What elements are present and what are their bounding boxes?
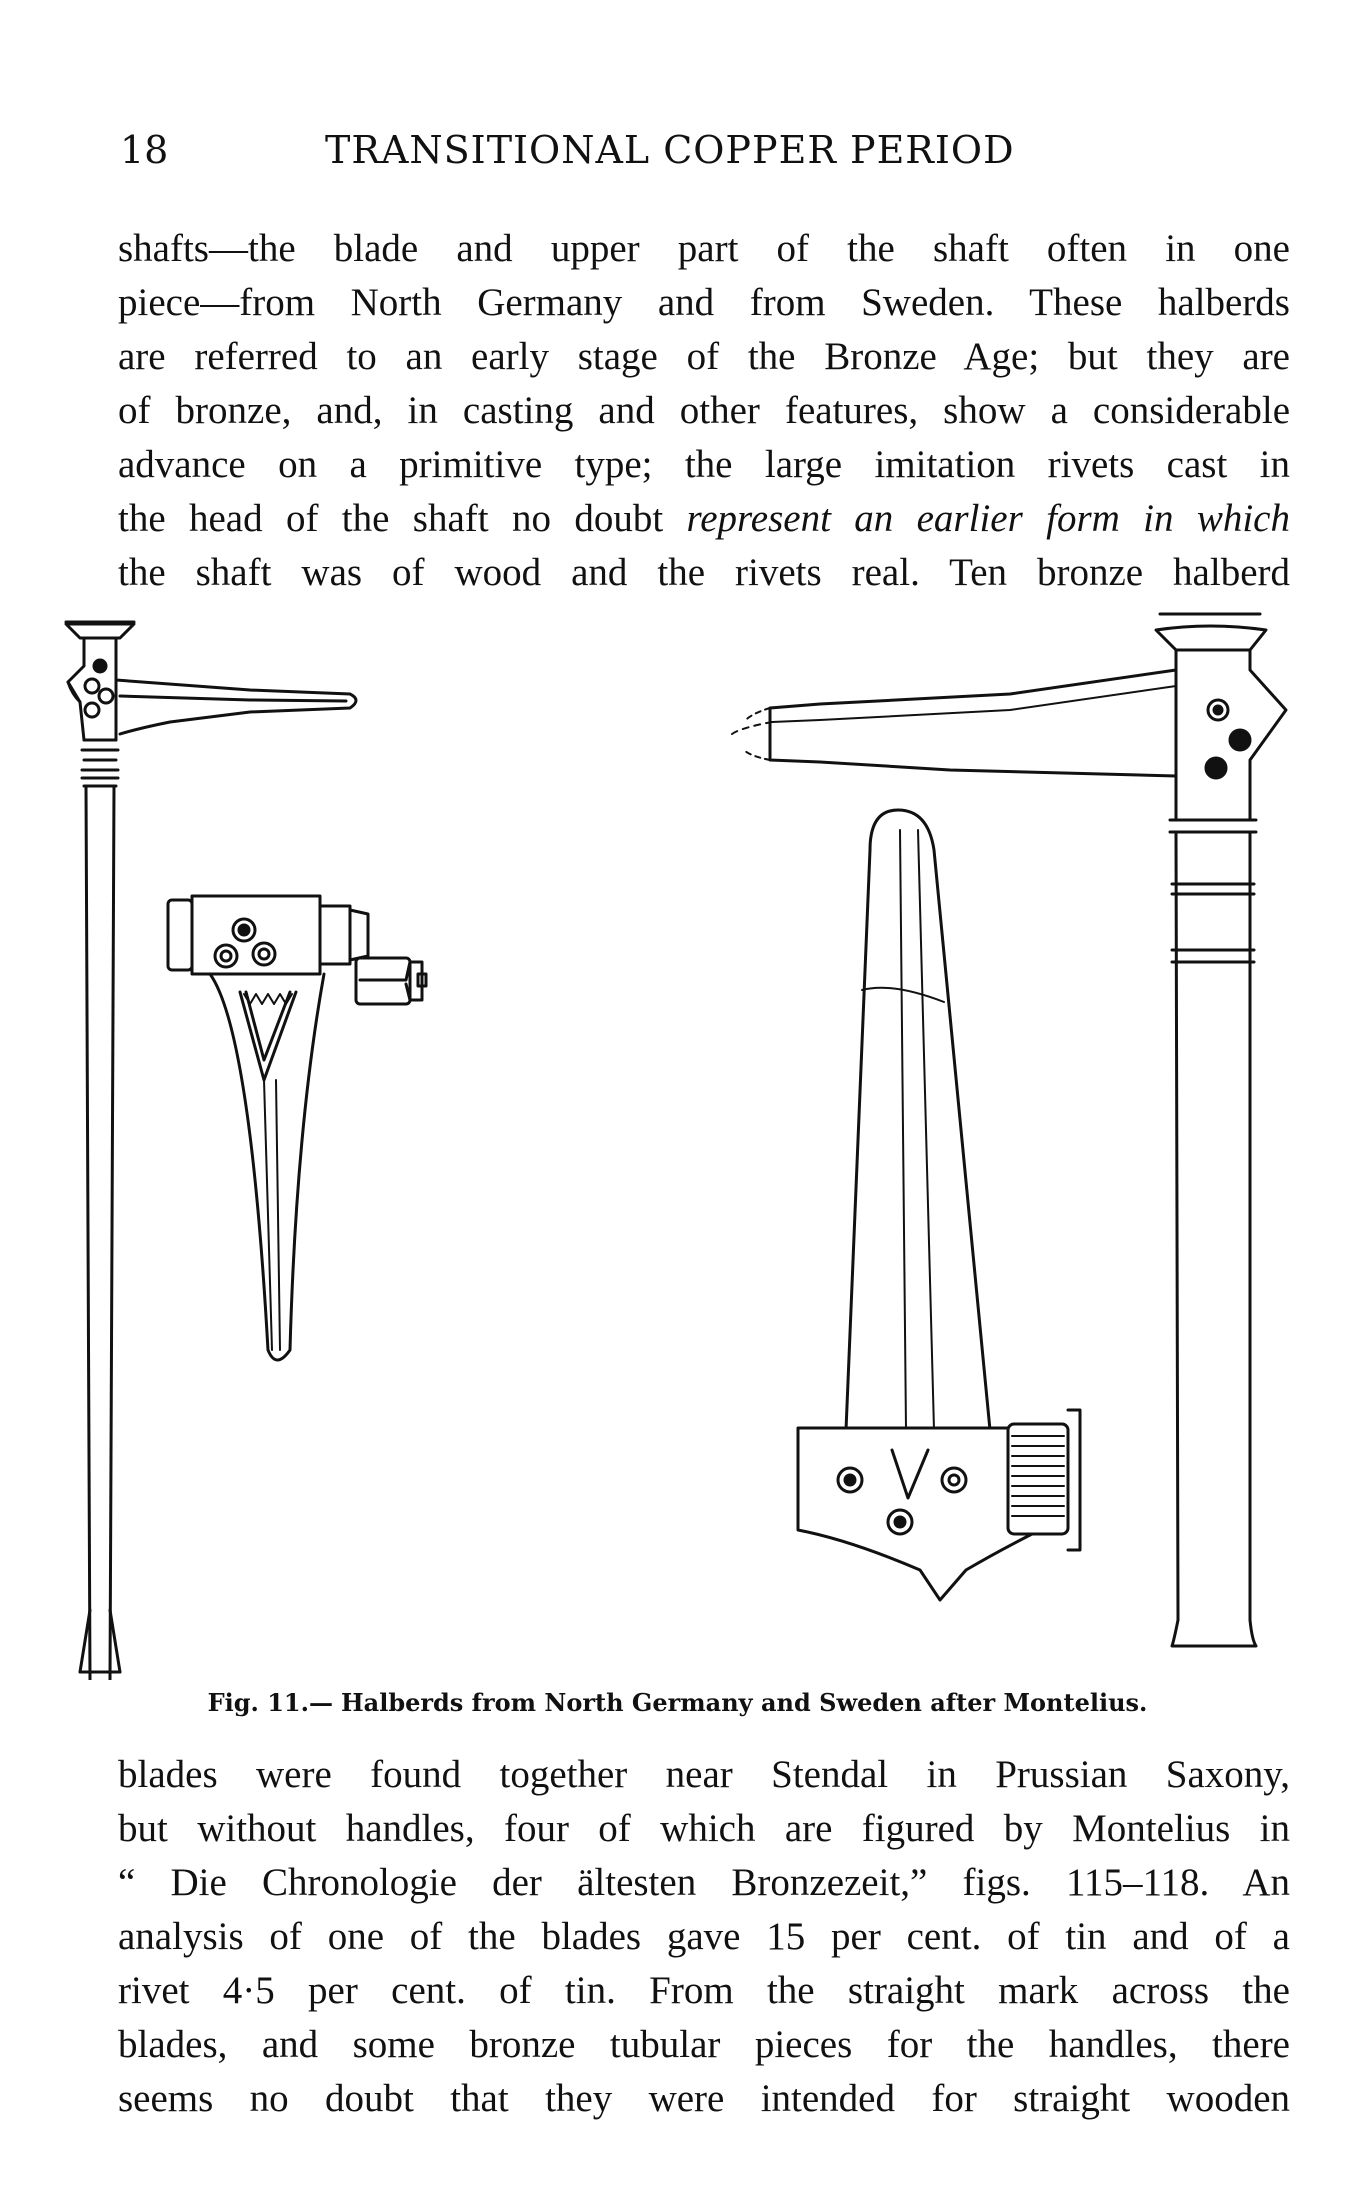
halberd-drawing-left: [66, 622, 356, 1680]
text-line: blades were found together near Stendal in Prussian Saxony,: [118, 1753, 1290, 1796]
running-title: TRANSITIONAL COPPER PERIOD: [325, 128, 1015, 172]
text-line: are referred to an early stage of the Bronze Age; but they are: [118, 335, 1290, 378]
tubular-handle-piece: [356, 958, 426, 1004]
text-line: of bronze, and, in casting and other features, show a considerable: [118, 389, 1290, 432]
running-head: [120, 128, 1290, 188]
text-line: analysis of one of the blades gave 15 per cent. of tin and of a: [118, 1915, 1290, 1958]
text-segment: the head of the shaft no doubt: [118, 497, 664, 540]
text-line: blades, and some bronze tubular pieces for the handles, there: [118, 2023, 1290, 2066]
text-line: piece—from North Germany and from Sweden. These halberds: [118, 281, 1290, 324]
figure-caption: [0, 1688, 1355, 1717]
halberd-illustration: [50, 610, 1310, 1680]
top-paragraph: [118, 222, 1290, 600]
text-line: “ Die Chronologie der ältesten Bronzezeit,” figs. 115–118. An: [118, 1861, 1290, 1904]
text-line: rivet 4·5 per cent. of tin. From the straight mark across the: [118, 1969, 1290, 2012]
page-number: 18: [120, 128, 169, 172]
figure-caption-text: Halberds from North Germany and Sweden after Montelius.: [340, 1688, 1148, 1717]
figure-label: Fig. 11.—: [207, 1688, 333, 1717]
halberd-blade-detail: [168, 896, 368, 1360]
text-line: advance on a primitive type; the large imitation rivets cast in: [118, 443, 1290, 486]
text-line: [118, 492, 1290, 546]
text-line: seems no doubt that they were intended for straight wooden: [118, 2077, 1290, 2120]
text-line: but without handles, four of which are figured by Montelius in: [118, 1807, 1290, 1850]
bottom-paragraph: [118, 1748, 1290, 2126]
text-line: shafts—the blade and upper part of the shaft often in one: [118, 227, 1290, 270]
text-line: the shaft was of wood and the rivets real. Ten bronze halberd: [118, 551, 1290, 594]
italic-text-segment: represent an earlier form in which: [686, 497, 1290, 540]
inverted-blade-detail: [798, 810, 1080, 1600]
